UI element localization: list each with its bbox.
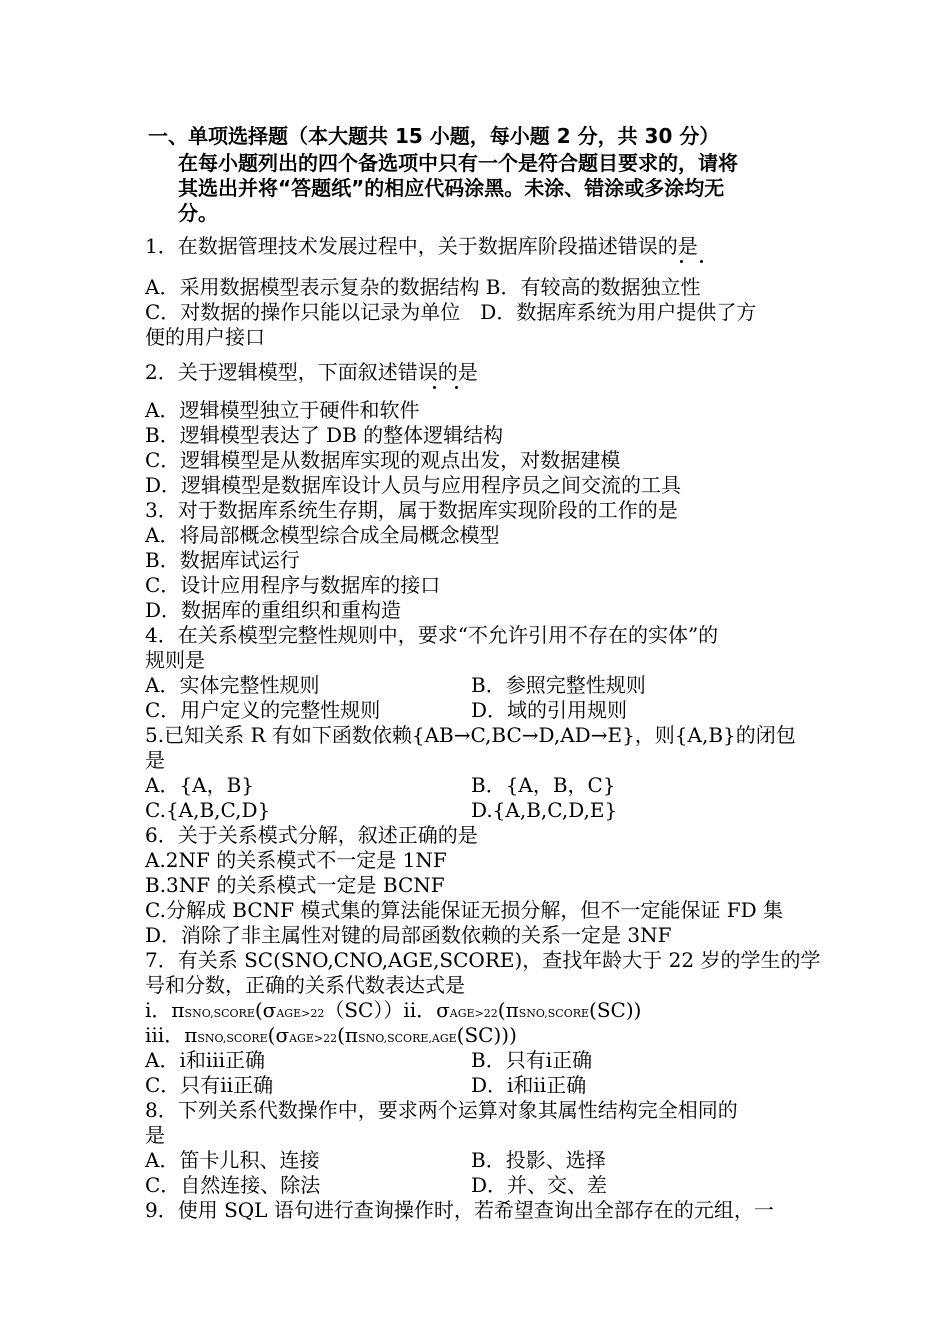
question-7-option-b: B．只有ⅰ正确 [471, 1048, 593, 1072]
expr-subscript: AGE>22 [449, 1007, 498, 1020]
question-3-option-d: D．数据库的重组织和重构造 [145, 598, 402, 622]
question-6-option-a: A.2NF 的关系模式不一定是 1NF [145, 848, 447, 872]
expr-subscript: SNO,SCORE,AGE [358, 1032, 457, 1045]
section-instructions-line-3: 分。 [178, 201, 218, 225]
question-1-stem: 1．在数据管理技术发展过程中，关于数据库阶段描述错误的是 [145, 234, 698, 258]
question-2-option-c: C．逻辑模型是从数据库实现的观点出发，对数据建模 [145, 448, 621, 472]
expr-subscript: AGE>22 [289, 1032, 338, 1045]
section-instructions-line-1: 在每小题列出的四个备选项中只有一个是符合题目要求的，请将 [178, 151, 738, 175]
emphasis-dot [433, 386, 436, 389]
question-4-stem-line-2: 规则是 [145, 648, 205, 672]
question-4-option-c: C．用户定义的完整性规则 [145, 698, 381, 722]
expr-subscript: SNO,SCORE [518, 1007, 590, 1020]
question-5-option-d: D.{A,B,C,D,E} [471, 798, 618, 822]
question-7-option-d: D．ⅰ和ⅱ正确 [471, 1073, 587, 1097]
expr-subscript: SNO,SCORE [184, 1007, 255, 1020]
question-3-option-b: B．数据库试运行 [145, 548, 300, 572]
question-7-stem-line-1: 7．有关系 SC(SNO,CNO,AGE,SCORE)，查找年龄大于 22 岁的学生的学 [145, 948, 821, 972]
section-title: 一、单项选择题（本大题共 15 小题，每小题 2 分，共 30 分） [148, 124, 720, 148]
question-9-stem: 9．使用 SQL 语句进行查询操作时，若希望查询出全部存在的元组，一 [145, 1198, 774, 1222]
question-8-option-d: D．并、交、差 [471, 1173, 608, 1197]
expr-text: (SC)) [589, 998, 642, 1022]
expr-text: (σ [254, 998, 277, 1022]
expr-text: ⅰ．π [145, 998, 185, 1022]
question-6-stem: 6．关于关系模式分解，叙述正确的是 [145, 823, 478, 847]
question-4-option-b: B．参照完整性规则 [471, 673, 646, 697]
expr-text: ⅲ．π [145, 1023, 198, 1047]
question-8-option-c: C．自然连接、除法 [145, 1173, 321, 1197]
question-2-stem: 2．关于逻辑模型，下面叙述错误的是 [145, 360, 478, 384]
question-5-stem-line-1: 5.已知关系 R 有如下函数依赖{AB→C,BC→D,AD→E}，则{A,B}的闭包 [145, 723, 796, 747]
emphasis-dot [700, 260, 703, 263]
expr-subscript: SNO,SCORE [197, 1032, 268, 1045]
question-8-stem-line-1: 8．下列关系代数操作中，要求两个运算对象其属性结构完全相同的 [145, 1098, 738, 1122]
question-3-option-a: A．将局部概念模型综合成全局概念模型 [145, 523, 500, 547]
question-7-expression-2 [145, 1023, 517, 1051]
question-2-option-b: B．逻辑模型表达了 DB 的整体逻辑结构 [145, 423, 504, 447]
question-3-option-c: C．设计应用程序与数据库的接口 [145, 573, 441, 597]
emphasis-dot [680, 260, 683, 263]
emphasis-dot [455, 386, 458, 389]
question-8-option-a: A．笛卡儿积、连接 [145, 1148, 320, 1172]
expr-text: (σ [267, 1023, 290, 1047]
question-5-option-c: C.{A,B,C,D} [145, 798, 271, 822]
expr-subscript: AGE>22 [276, 1007, 325, 1020]
question-1-line-3: 便的用户接口 [145, 325, 265, 349]
expr-text: (SC))) [456, 1023, 517, 1047]
question-8-stem-line-2: 是 [145, 1123, 165, 1147]
question-4-option-d: D．域的引用规则 [471, 698, 628, 722]
question-4-stem-line-1: 4．在关系模型完整性规则中，要求“不允许引用不存在的实体”的 [145, 623, 719, 647]
question-5-option-a: A．{A，B} [145, 773, 255, 797]
question-5-option-b: B．{A，B，C} [471, 773, 616, 797]
expr-text: (π [497, 998, 519, 1022]
question-2-option-d: D．逻辑模型是数据库设计人员与应用程序员之间交流的工具 [145, 473, 682, 497]
question-6-option-b: B.3NF 的关系模式一定是 BCNF [145, 873, 445, 897]
section-instructions-line-2: 其选出并将“答题纸”的相应代码涂黑。未涂、错涂或多涂均无 [178, 176, 725, 200]
question-2-option-a: A．逻辑模型独立于硬件和软件 [145, 398, 420, 422]
question-3-stem: 3．对于数据库系统生存期，属于数据库实现阶段的工作的是 [145, 498, 678, 522]
expr-text: (π [337, 1023, 359, 1047]
question-6-option-c: C.分解成 BCNF 模式集的算法能保证无损分解，但不一定能保证 FD 集 [145, 898, 784, 922]
question-1-line-1: A．采用数据模型表示复杂的数据结构 B．有较高的数据独立性 [145, 275, 701, 299]
question-7-option-a: A．ⅰ和ⅲ正确 [145, 1048, 266, 1072]
question-7-option-c: C．只有ⅱ正确 [145, 1073, 274, 1097]
question-1-line-2: C．对数据的操作只能以记录为单位 D．数据库系统为用户提供了方 [145, 300, 757, 324]
question-7-expression-1 [145, 998, 641, 1026]
question-5-stem-line-2: 是 [145, 748, 165, 772]
question-6-option-d: D．消除了非主属性对键的局部函数依赖的关系一定是 3NF [145, 923, 672, 947]
question-7-stem-line-2: 号和分数，正确的关系代数表达式是 [145, 973, 465, 997]
expr-text: （SC））ⅱ．σ [324, 998, 450, 1022]
question-4-option-a: A．实体完整性规则 [145, 673, 320, 697]
question-8-option-b: B．投影、选择 [471, 1148, 606, 1172]
